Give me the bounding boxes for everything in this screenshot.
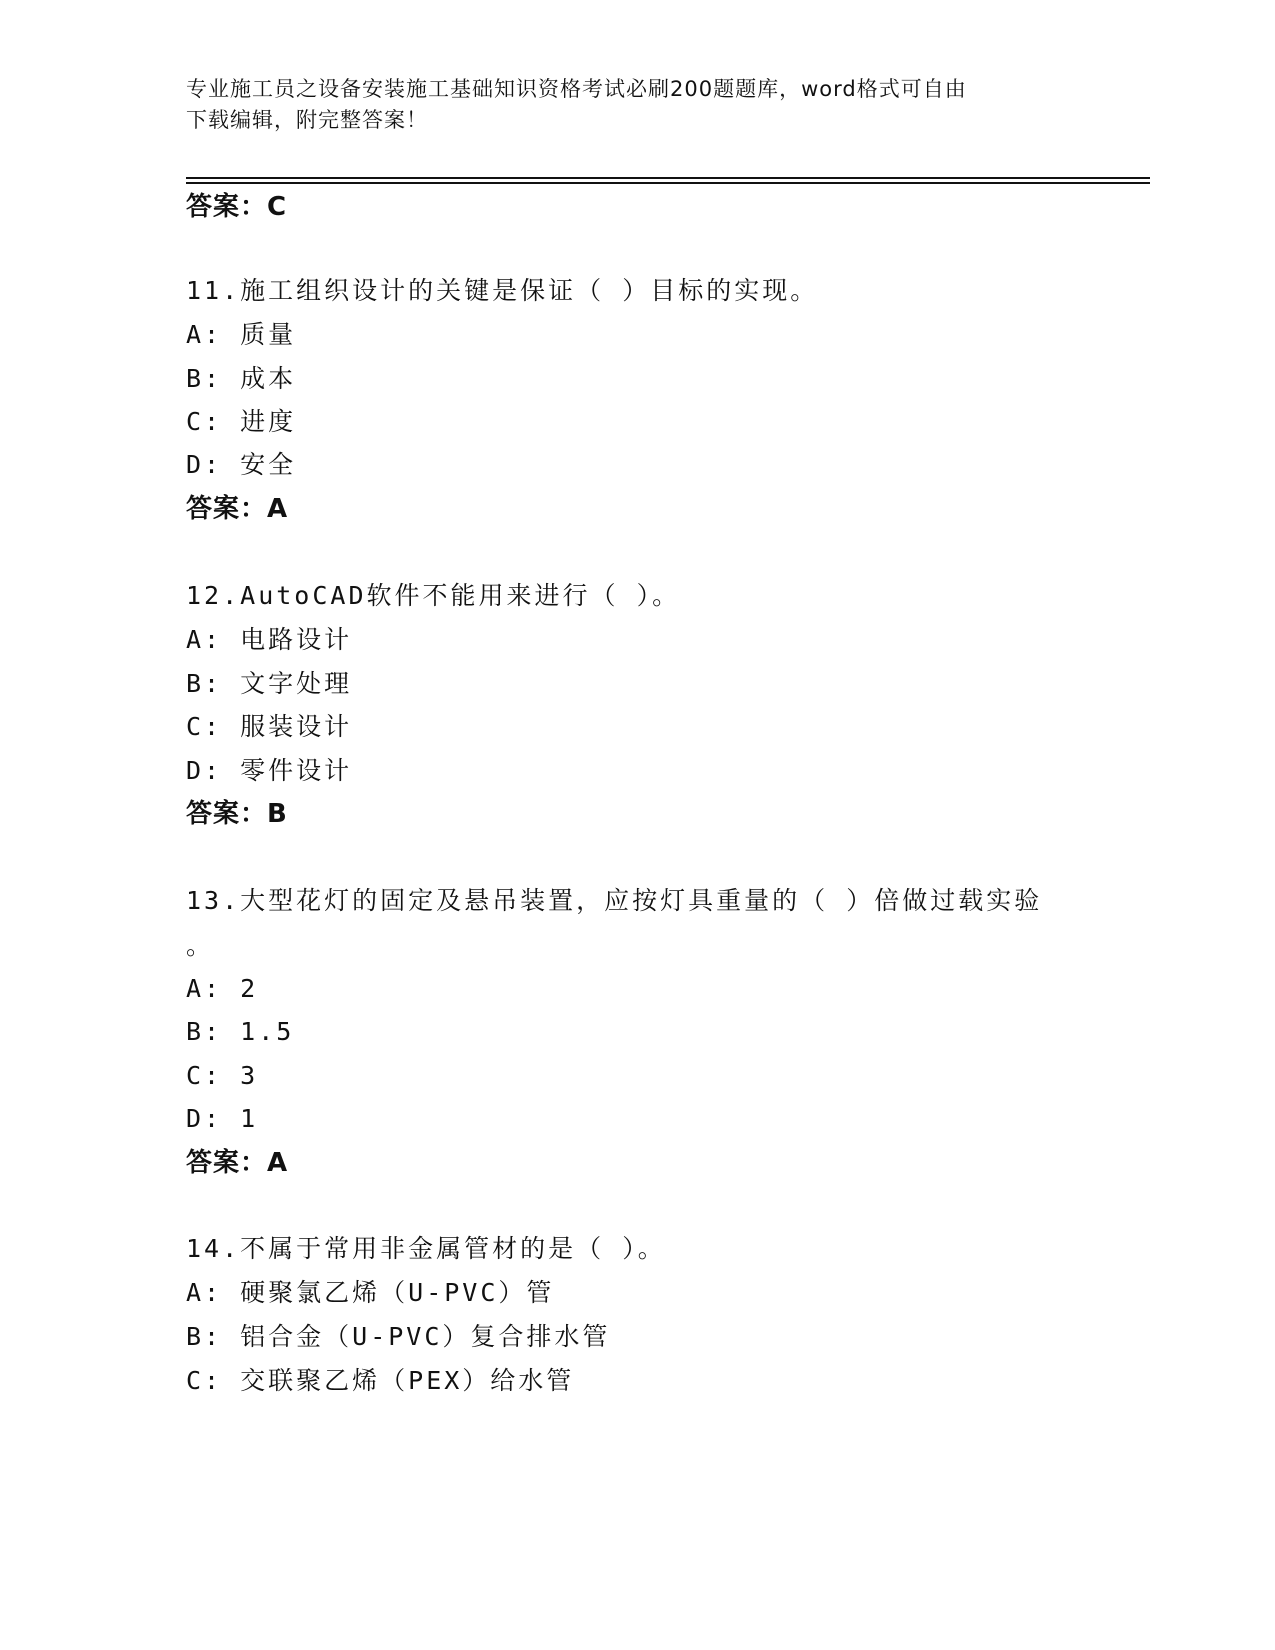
header-divider-top [186, 177, 1150, 179]
question-13-answer: 答案：A [186, 1148, 289, 1178]
question-14-stem: 14.不属于常用非金属管材的是（ ）。 [186, 1234, 666, 1263]
question-11-option-c: C: 进度 [186, 407, 297, 436]
header-line-1: 专业施工员之设备安装施工基础知识资格考试必刷200题题库，word格式可自由 [186, 77, 967, 101]
question-13-stem: 13.大型花灯的固定及悬吊装置，应按灯具重量的（ ）倍做过载实验 [186, 886, 1043, 915]
question-11-answer: 答案：A [186, 494, 289, 524]
question-11-option-b: B: 成本 [186, 364, 297, 393]
question-12-option-d: D: 零件设计 [186, 756, 353, 785]
question-12-option-b: B: 文字处理 [186, 669, 353, 698]
question-11-option-a: A: 质量 [186, 320, 297, 349]
question-13-option-d: D: 1 [186, 1104, 259, 1133]
question-13-option-c: C: 3 [186, 1061, 259, 1090]
header-line-2: 下载编辑，附完整答案！ [186, 108, 428, 132]
header-divider-bottom [186, 182, 1150, 184]
question-14-option-b: B: 铝合金（U-PVC）复合排水管 [186, 1322, 611, 1351]
question-12-stem: 12.AutoCAD软件不能用来进行（ ）。 [186, 581, 681, 610]
question-12-answer: 答案：B [186, 799, 288, 829]
question-13-option-a: A: 2 [186, 974, 259, 1003]
question-11-stem: 11.施工组织设计的关键是保证（ ）目标的实现。 [186, 276, 819, 305]
document-header [186, 74, 1066, 136]
question-14-option-c: C: 交联聚乙烯（PEX）给水管 [186, 1366, 575, 1395]
question-14-option-a: A: 硬聚氯乙烯（U-PVC）管 [186, 1278, 555, 1307]
question-12-option-c: C: 服装设计 [186, 712, 353, 741]
question-12-option-a: A: 电路设计 [186, 625, 353, 654]
question-13-stem-continuation: 。 [186, 931, 215, 960]
previous-answer: 答案：C [186, 192, 288, 222]
question-11-option-d: D: 安全 [186, 450, 297, 479]
question-13-option-b: B: 1.5 [186, 1017, 295, 1046]
